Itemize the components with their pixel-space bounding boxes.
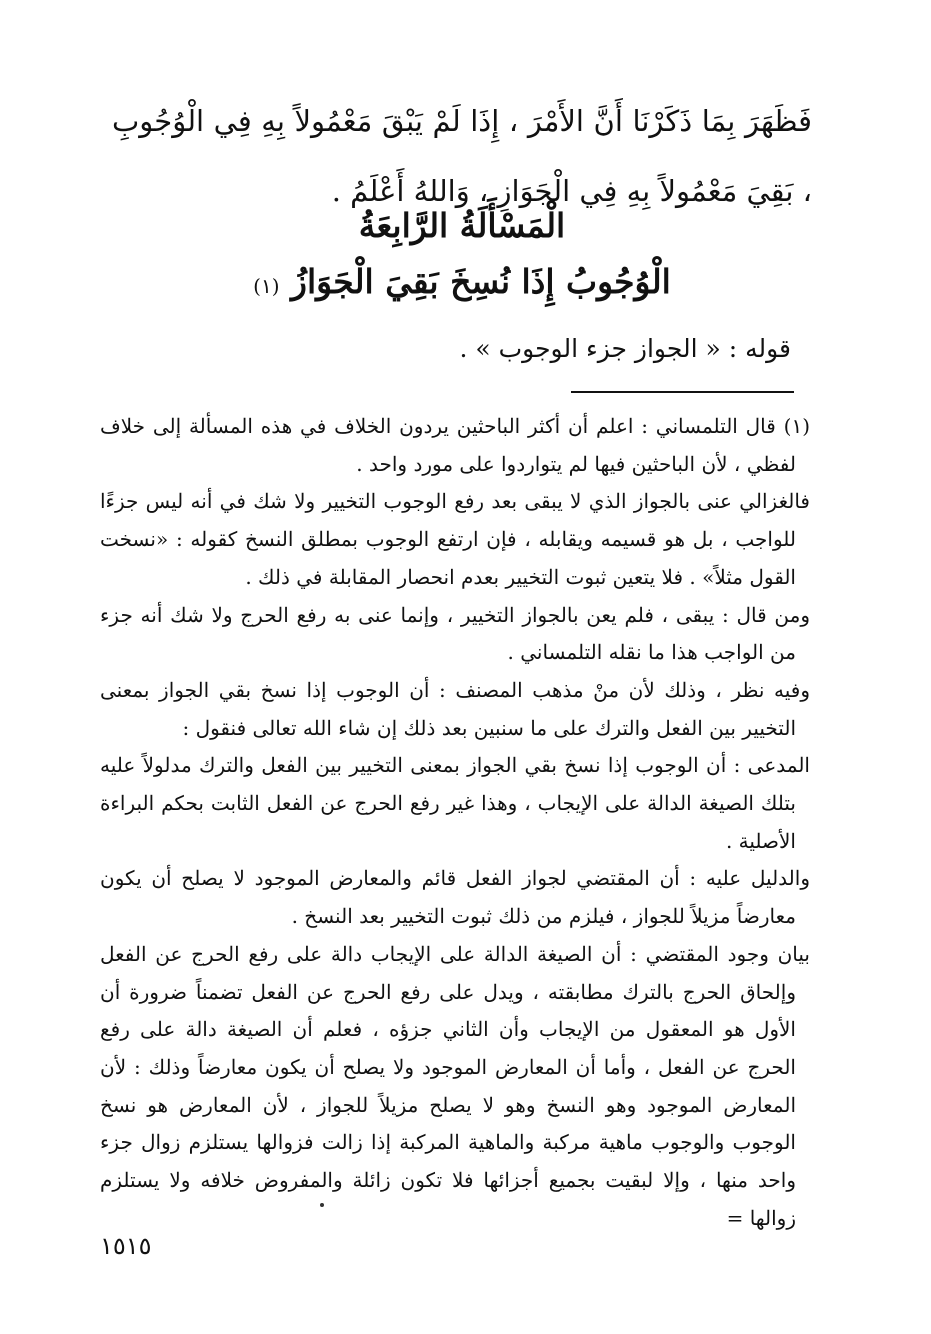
footnote-paragraph: (١) قال التلمساني : اعلم أن أكثر الباحثين يردون الخلاف في هذه المسألة إلى خلاف لفظي ، لأن الباحثين فيها لم يتواردوا على مورد واحد .	[100, 414, 810, 476]
footnote-paragraph: ومن قال : يبقى ، فلم يعن بالجواز التخيير ، وإنما عنى به رفع الحرج ولا شك أنه جزء من الواجب هذا ما نقله التلمساني .	[100, 602, 810, 665]
section-title-text: الْمَسْأَلَةُ الرَّابِعَةُ	[358, 206, 566, 245]
footnote-paragraph: وفيه نظر ، وذلك لأن منْ مذهب المصنف : أن الوجوب إذا نسخ بقي الجواز بمعنى التخيير بين الفعل والترك على ما سنبين بعد ذلك إن شاء الله تعالى فنقول :	[100, 677, 810, 740]
quote-line: قوله : « الجواز جزء الوجوب » .	[459, 334, 791, 363]
page-number: ١٥١٥	[100, 1232, 152, 1260]
section-title	[112, 206, 812, 245]
footnote-divider	[571, 391, 794, 393]
footnote-paragraph: المدعى : أن الوجوب إذا نسخ بقي الجواز بمعنى التخيير بين الفعل والترك مدلولاً عليه بتلك الصيغة الدالة على الإيجاب ، وهذا غير رفع الحرج عن الفعل الثابت بحكم البراءة الأصلية .	[100, 753, 810, 853]
main-text-block	[112, 86, 812, 226]
footnote-paragraph: بيان وجود المقتضي : أن الصيغة الدالة على الإيجاب دالة على رفع الحرج عن الفعل وإلحاق الحرج بالترك مطابقته ، ويدل على رفع الحرج عن الفعل تضمناً ضرورة أن الأول هو المعقول من الإيجاب وأن الثاني جزؤه ، فعلم أن الصيغة دالة على رفع الحرج عن الفعل ، وأما أن المعارض الموجود ولا يصلح أن يكون معارضاً وذلك : لأن المعارض الموجود وهو النسخ وهو لا يصلح مزيلاً للجواز ، لأن المعارض هو نسخ الوجوب والوجوب ماهية مركبة والماهية المركبة إذا زالت فزوالها يستلزم زوال جزء واحد منها ، وإلا لبقيت بجميع أجزائها فلا تكون زائلة والمفروض خلافه ولا يستلزم زوالها =	[100, 941, 810, 1230]
main-paragraph: فَظَهَرَ بِمَا ذَكَرْنَا أَنَّ الأَمْرَ ، إِذَا لَمْ يَبْقَ مَعْمُولاً بِهِ فِي الْوُجُوبِ ، بَقِيَ مَعْمُولاً بِهِ فِي الْجَوَازِ ، وَاللهُ أَعْلَمُ .	[112, 104, 812, 208]
footnote-paragraph: والدليل عليه : أن المقتضي لجواز الفعل قائم والمعارض الموجود لا يصلح أن يكون معارضاً مزيلاً للجواز ، فيلزم من ذلك ثبوت التخيير بعد النسخ .	[100, 866, 810, 929]
section-subtitle	[112, 262, 812, 301]
section-subtitle-text: الْوُجُوبُ إِذَا نُسِخَ بَقِيَ الْجَوَازُ	[291, 262, 671, 301]
footnotes-block	[100, 408, 810, 1237]
footnote-paragraph: فالغزالي عنى بالجواز الذي لا يبقى بعد رفع الوجوب التخيير ولا شك في أنه ليس جزءًا للواجب ، بل هو قسيمه ويقابله ، فإن ارتفع الوجوب بمطلق النسخ كقوله : «نسخت القول مثلاً» . فلا يتعين ثبوت التخيير بعدم انحصار المقابلة في ذلك .	[100, 489, 810, 589]
footnote-marker: (١)	[253, 274, 280, 298]
ink-dot	[320, 1203, 324, 1207]
